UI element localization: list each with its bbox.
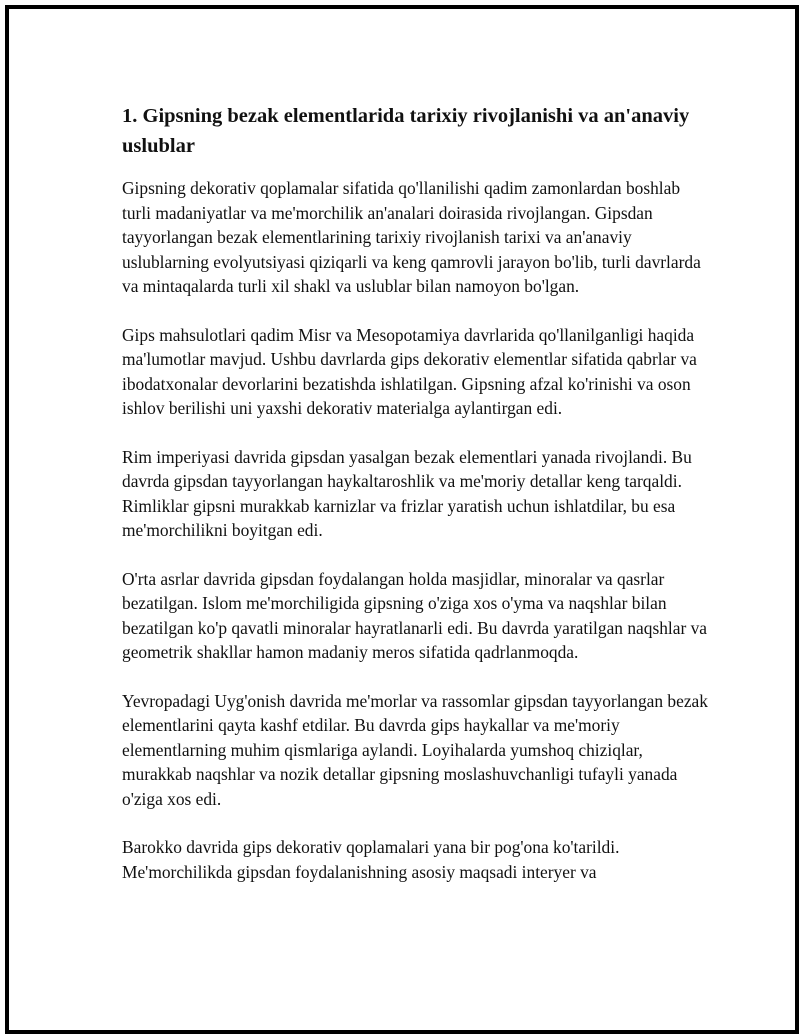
paragraph: Gipsning dekorativ qoplamalar sifatida qo'llanilishi qadim zamonlardan boshlab turli madaniyatlar va me'morchilik an'analari doirasida rivojlangan. Gipsdan tayyorlangan bezak elementlarining tarixiy rivojlanish tarixi va an'anaviy uslublarning evolyutsiyasi qiziqarli va keng qamrovli jarayon bo'lib, turli davrlarda va mintaqalarda turli xil shakl va uslublar bilan namoyon bo'lgan. — [122, 178, 701, 296]
paragraph: Barokko davrida gips dekorativ qoplamalari yana bir pog'ona ko'tarildi. Me'morchilikda gipsdan foydalanishning asosiy maqsadi interyer va — [122, 837, 620, 882]
document-body — [122, 101, 712, 908]
section-heading: 1. Gipsning bezak elementlarida tarixiy rivojlanishi va an'anaviy uslublar — [122, 105, 690, 157]
paragraph: Yevropadagi Uyg'onish davrida me'morlar va rassomlar gipsdan tayyorlangan bezak elementlarini qayta kashf etdilar. Bu davrda gips haykallar va me'moriy elementlarning muhim qismlariga aylandi. Loyihalarda yumshoq chiziqlar, murakkab naqshlar va nozik detallar gipsning moslashuvchanligi tufayli yanada o'ziga xos edi. — [122, 690, 708, 809]
paragraph: Rim imperiyasi davrida gipsdan yasalgan bezak elementlari yanada rivojlandi. Bu davrda gipsdan tayyorlangan haykaltaroshlik va me'moriy detallar keng tarqaldi. Rimliklar gipsni murakkab karnizlar va frizlar yaratish uchun ishlatdilar, bu esa me'morchilikni boyitgan edi. — [122, 446, 692, 540]
page-frame — [5, 5, 799, 1034]
paragraph: O'rta asrlar davrida gipsdan foydalangan holda masjidlar, minoralar va qasrlar bezatilgan. Islom me'morchiligida gipsning o'ziga xos o'yma va naqshlar bilan bezatilgan ko'p qavatli minoralar hayratlanarli edi. Bu davrda yaratilgan naqshlar va geometrik shakllar hamon madaniy meros sifatida qadrlanmoqda. — [122, 568, 708, 662]
paragraph: Gips mahsulotlari qadim Misr va Mesopotamiya davrlarida qo'llanilganligi haqida ma'lumotlar mavjud. Ushbu davrlarda gips dekorativ elementlar sifatida qabrlar va ibodatxonalar devorlarini bezatishda ishlatilgan. Gipsning afzal ko'rinishi va oson ishlov berilishi uni yaxshi dekorativ materialga aylantirgan edi. — [122, 324, 697, 418]
